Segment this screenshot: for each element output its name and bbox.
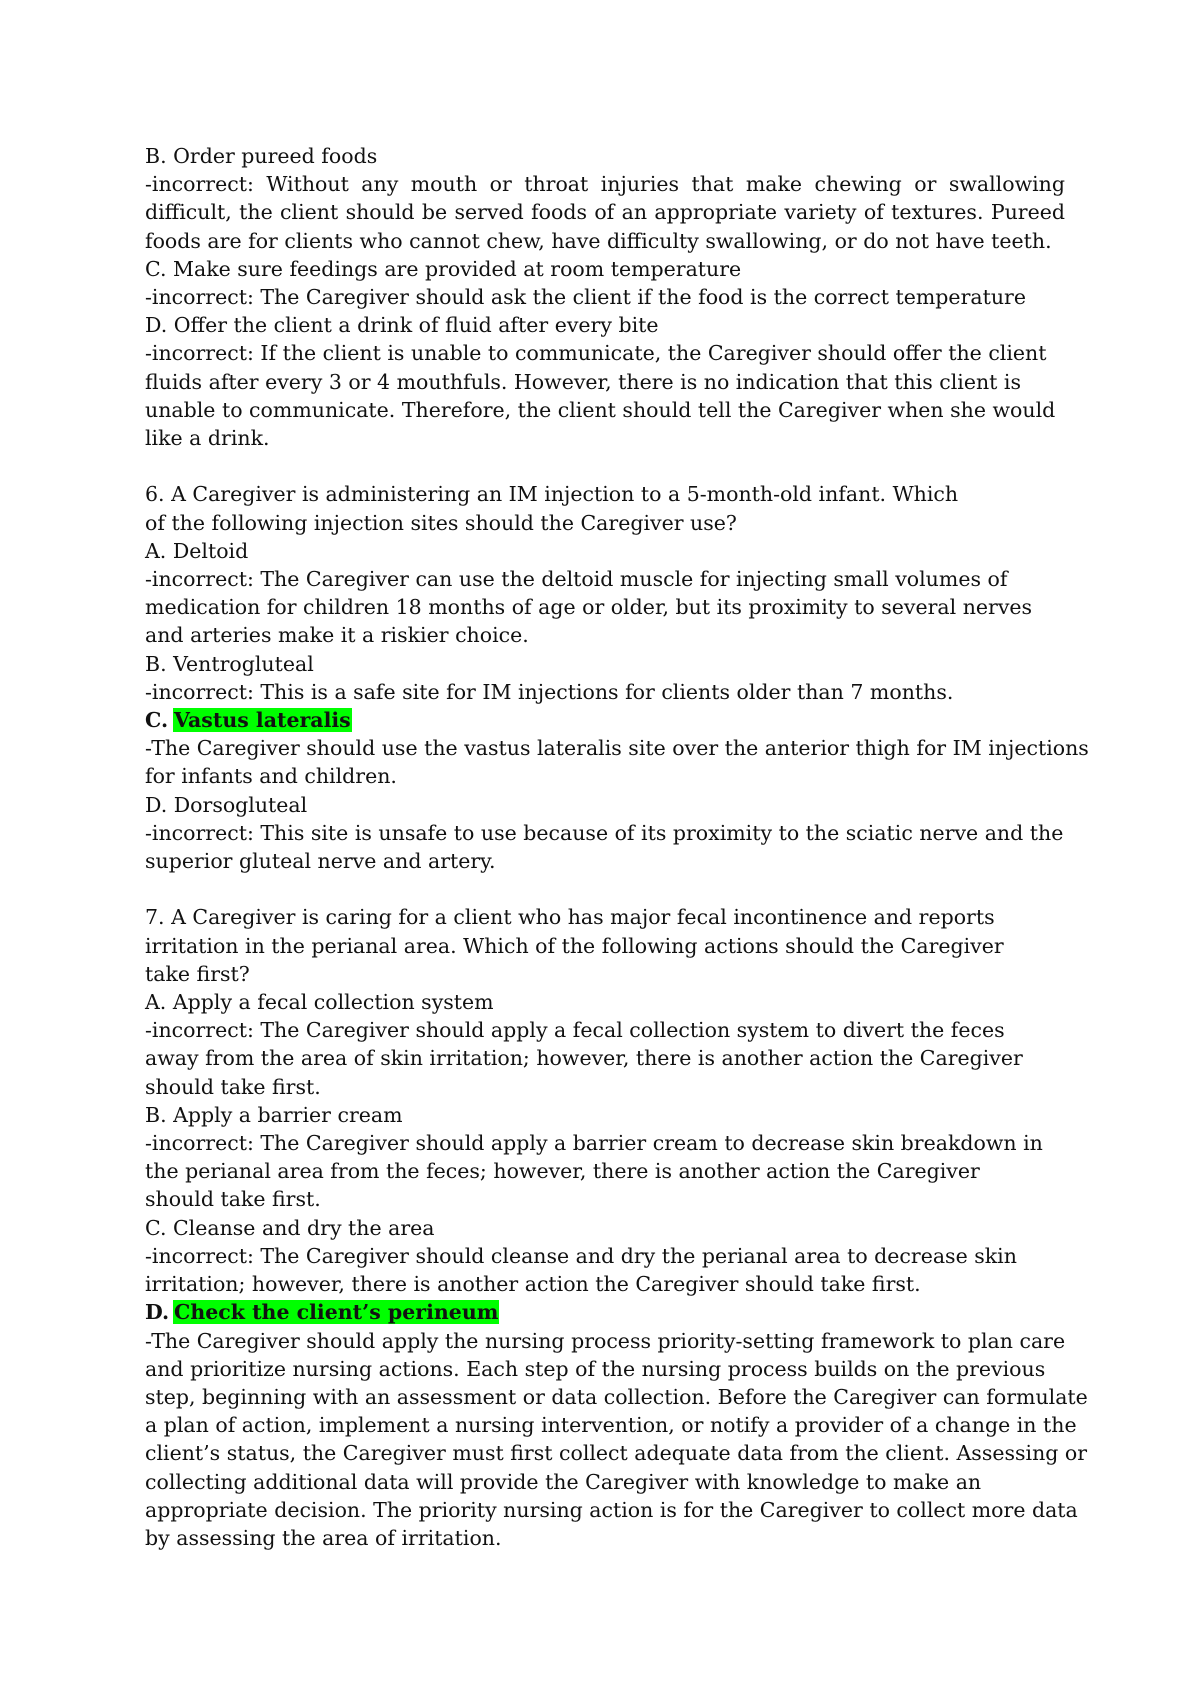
q5-option-c: C. Make sure feedings are provided at room temperature <box>145 256 742 281</box>
q5-option-c-explanation: -incorrect: The Caregiver should ask the client if the food is the correct temperature <box>145 285 1026 310</box>
q7-question: 7. A Caregiver is caring for a client who has major fecal incontinence and reports <box>145 905 995 930</box>
q6-option-d-explanation: -incorrect: This site is unsafe to use because of its proximity to the sciatic nerve and the <box>145 820 1064 845</box>
q7-option-a: A. Apply a fecal collection system <box>145 990 494 1015</box>
q7-option-d-explanation: step, beginning with an assessment or data collection. Before the Caregiver can formulate <box>145 1384 1088 1409</box>
q6-option-a-explanation: and arteries make it a riskier choice. <box>145 623 529 648</box>
q6-correct-answer-highlight: Vastus lateralis <box>174 708 351 733</box>
q5-option-b-explanation: foods are for clients who cannot chew, have difficulty swallowing, or do not have teeth. <box>145 228 1052 253</box>
q7-option-d-letter: D. <box>145 1300 170 1325</box>
q7-option-a-explanation: should take first. <box>145 1074 321 1099</box>
q5-option-d-explanation: like a drink. <box>145 426 270 451</box>
q7-option-a-explanation: away from the area of skin irritation; however, there is another action the Caregiver <box>145 1046 1023 1071</box>
q5-option-d-explanation: fluids after every 3 or 4 mouthfuls. However, there is no indication that this client is <box>145 369 1022 394</box>
document-page <box>145 142 1089 1552</box>
q6-option-b: B. Ventrogluteal <box>145 651 314 676</box>
q7-option-d-explanation: by assessing the area of irritation. <box>145 1525 502 1550</box>
paragraph-gap <box>145 875 1065 903</box>
paragraph-gap <box>145 452 1065 480</box>
q7-option-d-explanation: a plan of action, implement a nursing intervention, or notify a provider of a change in the <box>145 1413 1077 1438</box>
q6-option-d-explanation: superior gluteal nerve and artery. <box>145 849 496 874</box>
q6-question: 6. A Caregiver is administering an IM injection to a 5-month-old infant. Which <box>145 482 959 507</box>
q7-option-b: B. Apply a barrier cream <box>145 1102 403 1127</box>
q5-option-b: B. Order pureed foods <box>145 144 378 168</box>
q7-option-b-explanation: the perianal area from the feces; however, there is another action the Caregiver <box>145 1159 980 1184</box>
q7-option-c-explanation: -incorrect: The Caregiver should cleanse and dry the perianal area to decrease skin <box>145 1243 1017 1268</box>
q6-option-c-letter: C. <box>145 708 169 733</box>
q5-option-d-explanation: unable to communicate. Therefore, the client should tell the Caregiver when she would <box>145 397 1056 422</box>
q7-option-d-correct <box>145 1298 1065 1326</box>
q7-question: irritation in the perianal area. Which of the following actions should the Caregiver <box>145 933 1004 958</box>
q6-option-b-explanation: -incorrect: This is a safe site for IM injections for clients older than 7 months. <box>145 679 954 704</box>
q7-correct-answer-highlight: Check the client’s perineum <box>174 1300 499 1325</box>
q6-option-c-explanation: -The Caregiver should use the vastus lateralis site over the anterior thigh for IM injections <box>145 736 1089 761</box>
q5-option-d: D. Offer the client a drink of fluid after every bite <box>145 313 659 338</box>
q7-option-a-explanation: -incorrect: The Caregiver should apply a fecal collection system to divert the feces <box>145 1018 1005 1043</box>
q6-option-a-explanation: -incorrect: The Caregiver can use the deltoid muscle for injecting small volumes of <box>145 567 1008 592</box>
q5-option-b-explanation: -incorrect: Without any mouth or throat injuries that make chewing or swallowing <box>145 172 1065 197</box>
q7-option-d-explanation: and prioritize nursing actions. Each step of the nursing process builds on the previous <box>145 1356 1046 1381</box>
q7-option-d-explanation: client’s status, the Caregiver must first collect adequate data from the client. Assessing or <box>145 1441 1088 1466</box>
q7-option-c-explanation: irritation; however, there is another action the Caregiver should take first. <box>145 1272 921 1297</box>
q7-option-c: C. Cleanse and dry the area <box>145 1215 435 1240</box>
q6-option-a: A. Deltoid <box>145 538 249 563</box>
q7-option-d-explanation: appropriate decision. The priority nursing action is for the Caregiver to collect more data <box>145 1497 1078 1522</box>
q5-option-d-explanation: -incorrect: If the client is unable to communicate, the Caregiver should offer the client <box>145 341 1047 366</box>
q6-option-c-explanation: for infants and children. <box>145 764 397 789</box>
q7-option-d-explanation: collecting additional data will provide the Caregiver with knowledge to make an <box>145 1469 982 1494</box>
q7-question: take first? <box>145 961 250 986</box>
q7-option-b-explanation: -incorrect: The Caregiver should apply a barrier cream to decrease skin breakdown in <box>145 1131 1043 1156</box>
q7-option-b-explanation: should take first. <box>145 1187 321 1212</box>
q5-option-b-explanation: difficult, the client should be served foods of an appropriate variety of textures. Pureed <box>145 200 1065 225</box>
q6-option-d: D. Dorsogluteal <box>145 792 308 817</box>
q6-question: of the following injection sites should the Caregiver use? <box>145 510 737 535</box>
q6-option-c-correct <box>145 706 1065 734</box>
q7-option-d-explanation: -The Caregiver should apply the nursing process priority-setting framework to plan care <box>145 1328 1066 1353</box>
q6-option-a-explanation: medication for children 18 months of age or older, but its proximity to several nerves <box>145 595 1033 620</box>
